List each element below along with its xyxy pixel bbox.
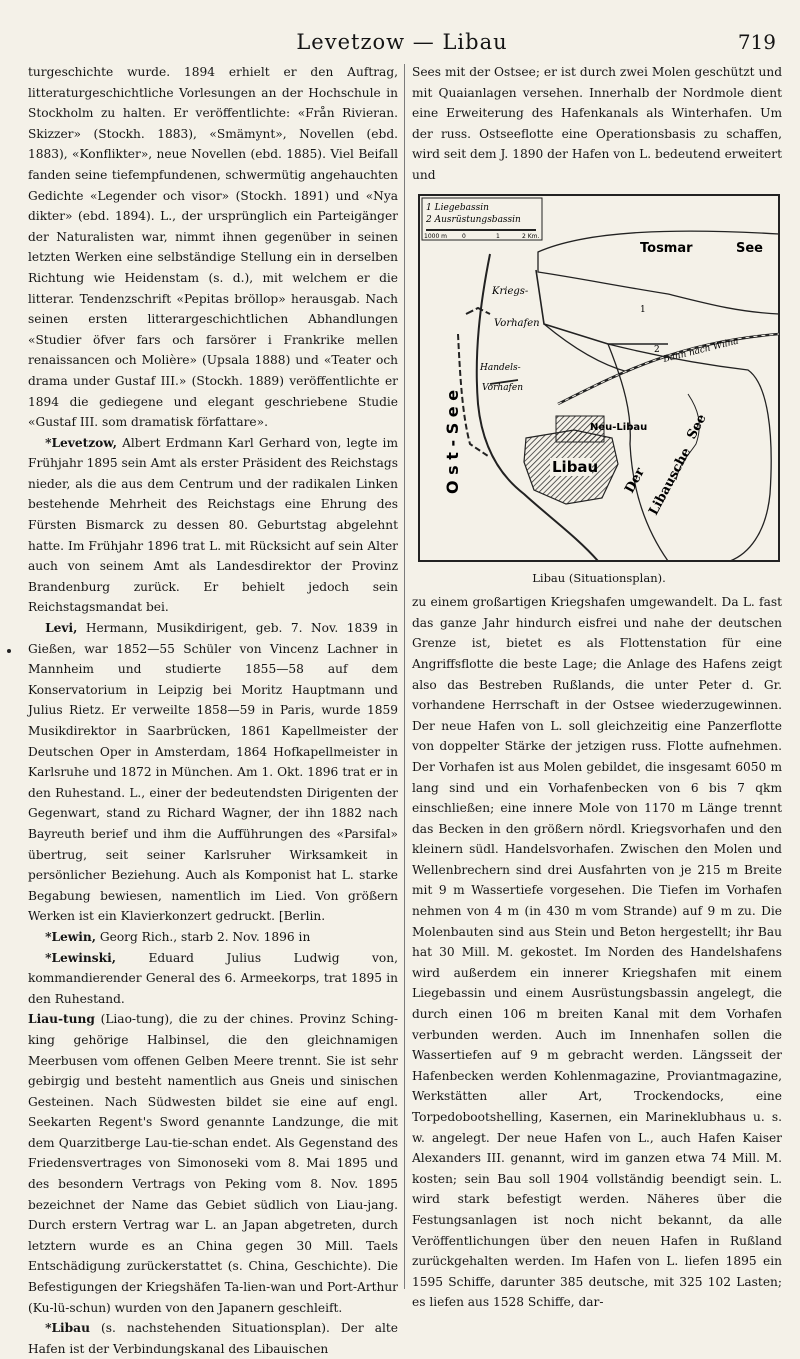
basin-number-2: 2	[654, 344, 660, 355]
entry-headword: *Libau	[45, 1321, 90, 1336]
label-bahn: Bahn nach Wilna	[662, 336, 740, 365]
libau-text-bottom: zu einem großartigen Kriegshafen umgewandelt. Da L. fast das ganze Jahr hindurch eisfrei und nahe der deutschen Grenze ist, bietet es als Flottenstation für eine Angriffsflotte die beste Lage; die Anlage des Hafens zeigt also das Bestreben Rußlands, die unter Peter d. Gr. vorhandene Herrschaft in der Ostsee wiederzugewinnen. Der neue Hafen von L. soll gleichzeitig eine Panzerflotte von doppelter Stärke der jetzigen russ. Flotte aufnehmen. Der Vorhafen ist aus Molen gebildet, die insgesamt 6050 m lang sind und ein Vorhafenbecken von 6 bis 7 qkm einschließen; eine innere Mole von 1170 m Länge trennt das Becken in den größern nördl. Kriegsvorhafen und den kleinern südl. Handelsvorhafen. Zwischen den Molen und Wellenbrechern sind drei Ausfahrten von je 215 m Breite mit 9 m Wassertiefe vorgesehen. Die Tiefen im Vorhafen nehmen von 4 m (in 430 m vom Strande) auf 9 m zu. Die Molenbauten sind aus Stein und Beton hergestellt; ihr Bau hat 30 Mill. M. gekostet. Im Norden des Handelshafens wird außerdem ein innerer Kriegshafen mit einem Liegebassin und einem Ausrüstungsbassin angelegt, die durch einen 106 m breiten Kanal mit dem Vorhafen verbunden werden. Auch im Innenhafen sollen die Wassertiefen auf 9 m gebracht werden. Längsseit der Hafenbecken werden Kohlenmagazine, Proviantmagazine, Werkstätten aller Art, Trockendocks, eine Torpedobootshelling, Kasernen, ein Marineklubhaus u. s. w. angelegt. Der neue Hafen von L., auch Hafen Kaiser Alexanders III. genannt, wird im ganzen etwa 74 Mill. M. kosten; sein Bau soll 1904 vollständig beendigt sein. L. wird stark befestigt werden. Näheres über die Festungsanlagen ist noch nicht bekannt, da alle Veröffentlichungen über den neuen Hafen in Rußland zurückgehalten werden. Im Hafen von L. liefen 1895 ein 1595 Schiffe, darunter 385 deutsche, mit 325 102 Lasten; es liefen aus 1528 Schiffe, dar-	[412, 595, 782, 1310]
entry-text: (Liao-tung), die zu der chines. Provinz Sching-king gehörige Halbinsel, die den gleichnamigen Meerbusen vom offenen Gelben Meere trennt. Sie ist sehr gebirgig und besteht namentlich aus Gneis und sinischen Gesteinen. Nach Südwesten bildet sie eine auf engl. Seekarten Regent's Sword genannte Landzunge, die mit dem Quarzitberge Lau-tie-schan endet. Als Gegenstand des Friedensvertrages von Simonoseki vom 8. Mai 1895 und des besondern Vertrags von Peking vom 8. Nov. 1895 bezeichnet der Name das Gebiet südlich von Liau-jang. Durch erstern Vertrag war L. an Japan abgetreten, durch letztern wurde es an China gegen 30 Mill. Taels Entschädigung zurückerstattet (s. China, Geschichte). Die Befestigungen der Kriegshäfen Ta-lien-wan und Port-Arthur (Ku-lü-schun) wurden von den Japanern geschleift.	[28, 1012, 398, 1315]
label-neu-libau: Neu-Libau	[590, 421, 648, 433]
entry-lewinski	[28, 948, 398, 1010]
scale-tick: 0	[462, 232, 466, 240]
entry-headword: *Levetzow,	[45, 435, 118, 450]
label-vorhafen-1: Vorhafen	[494, 317, 540, 329]
label-vorhafen-2: Vorhafen	[482, 382, 524, 393]
entry-headword: *Lewin,	[45, 929, 97, 944]
situation-plan	[418, 194, 780, 589]
label-libausche: Libausche	[646, 445, 695, 518]
entry-text: Eduard Julius Ludwig von, kommandierender General des 6. Armeekorps, trat 1895 in den Ruhestand.	[28, 950, 398, 1006]
libau-text-top: Sees mit der Ostsee; er ist durch zwei Molen geschützt und mit Quaianlagen versehen. Innerhalb der Nordmole dient eine Erweiterung des Hafenkanals als Winterhafen. Um der russ. Ostseeflotte eine Operationsbasis zu schaffen, wird seit dem J. 1890 der Hafen von L. bedeutend erweitert und	[412, 65, 782, 182]
entry-headword: Levi,	[45, 621, 78, 636]
entry-liau-tung	[28, 1009, 398, 1318]
page-number: 719	[737, 30, 776, 54]
entry-text: Albert Erdmann Karl Gerhard von, legte im Frühjahr 1895 sein Amt als erster Präsident des Reichstags nieder, als die aus dem Centrum und der radikalen Linken bestehende Mehrheit des Reichstags eine Ehrung des Fürsten Bismarck zu dessen 80. Geburtstag abgelehnt hatte. Im Frühjahr 1896 trat L. mit Rücksicht auf sein Alter auch von seinem Amt als Landesdirektor der Provinz Brandenburg zurück. Er behielt jedoch sein Reichstagsmandat bei.	[28, 435, 398, 615]
label-tosmar-see: See	[736, 240, 763, 256]
entry-lewin	[28, 927, 398, 948]
map-frame	[419, 195, 779, 561]
basin-number-1: 1	[640, 304, 646, 315]
continued-paragraph: turgeschichte wurde. 1894 erhielt er den Auftrag, litteraturgeschichtliche Vorlesungen an der Hochschule in Stockholm zu halten. Er veröffentlichte: «Från Rivieran. Skizzer» (Stockh. 1883), «Smämynt», Novellen (ebd. 1883), «Konflikter», neue Novellen (ebd. 1885). Viel Beifall fanden seine tiefempfundenen, schwermütig angehauchten Gedichte «Legender och visor» (Stockh. 1891) und «Nya dikter» (ebd. 1894). L., der ursprünglich ein Parteigänger der Naturalisten war, nimmt ihnen gegenüber in seinen letzten Werken eine selbständige Stellung ein in derselben Richtung wie Heidenstam (s. d.), mit welchem er die litterar. Tendenzschrift «Pepitas bröllop» herausgab. Nach seinen ersten litterargeschichtlichen Abhandlungen «Studier öfver fars och farsörer i Frankrike mellen renaissancen och Molière» (Upsala 1888) und «Teater och drama under Gustaf III.» (Stockh. 1889) veröffentlichte er 1894 die gediegene und elegant geschriebene Studie «Gustaf III. som dramatisk författare».	[28, 65, 398, 430]
left-column	[28, 62, 398, 1359]
running-title: Levetzow — Libau	[296, 30, 508, 54]
entry-levetzow	[28, 433, 398, 618]
label-libausche-der: Der	[622, 465, 648, 496]
label-libau: Libau	[552, 457, 599, 476]
entry-text: Hermann, Musikdirigent, geb. 7. Nov. 1839 in Gießen, war 1852—55 Schüler von Vincenz Lachner in Mannheim und studierte 1855—58 auf dem Konservatorium in Leipzig bei Moritz Hauptmann und Julius Rietz. Er verweilte 1858—59 in Paris, wurde 1859 Musikdirektor in Saarbrücken, 1861 Kapellmeister der Deutschen Oper in Amsterdam, 1864 Hofkapellmeister in Karlsruhe und 1872 in München. Am 1. Okt. 1896 trat er in den Ruhestand. L., einer der bedeutendsten Dirigenten der Gegenwart, stand zu Richard Wagner, der ihn 1882 nach Bayreuth berief und ihm die Aufführungen des «Parsifal» übertrug, seit seiner Karlsruher Wirksamkeit in persönlicher Beziehung. Auch als Komponist hat L. starke Begabung bewiesen, namentlich im Lied. Von größern Werken ist ein Klavierkonzert gedruckt. [Berlin.	[28, 621, 398, 924]
entry-headword: *Lewinski,	[45, 950, 116, 965]
entry-text: (s. nachstehenden Situationsplan). Der alte Hafen ist der Verbindungskanal des Libauischen	[28, 1321, 398, 1356]
page-header	[28, 30, 776, 60]
label-ostsee: O s t - S e e	[443, 389, 462, 494]
label-kriegs: Kriegs-	[492, 285, 529, 297]
scale-tick: 2 Km.	[522, 232, 540, 240]
scale-tick: 1	[496, 232, 500, 240]
entry-libau	[28, 1318, 398, 1359]
legend-item-2: 2 Ausrüstungsbassin	[426, 214, 521, 225]
label-libausche-see: See	[684, 411, 710, 442]
scale-tick: 1000 m	[424, 232, 448, 240]
entry-headword: Liau-tung	[28, 1012, 95, 1027]
right-column	[412, 62, 782, 1313]
entry-text: Georg Rich., starb 2. Nov. 1896 in	[96, 929, 311, 944]
map-caption: Libau (Situationsplan).	[532, 570, 666, 585]
legend-item-1: 1 Liegebassin	[426, 202, 489, 213]
margin-dot	[7, 649, 11, 653]
label-handels: Handels-	[480, 362, 521, 373]
label-tosmar: Tosmar	[640, 240, 693, 256]
column-divider	[404, 64, 405, 1289]
libau-map	[418, 194, 780, 562]
entry-levi	[28, 618, 398, 927]
